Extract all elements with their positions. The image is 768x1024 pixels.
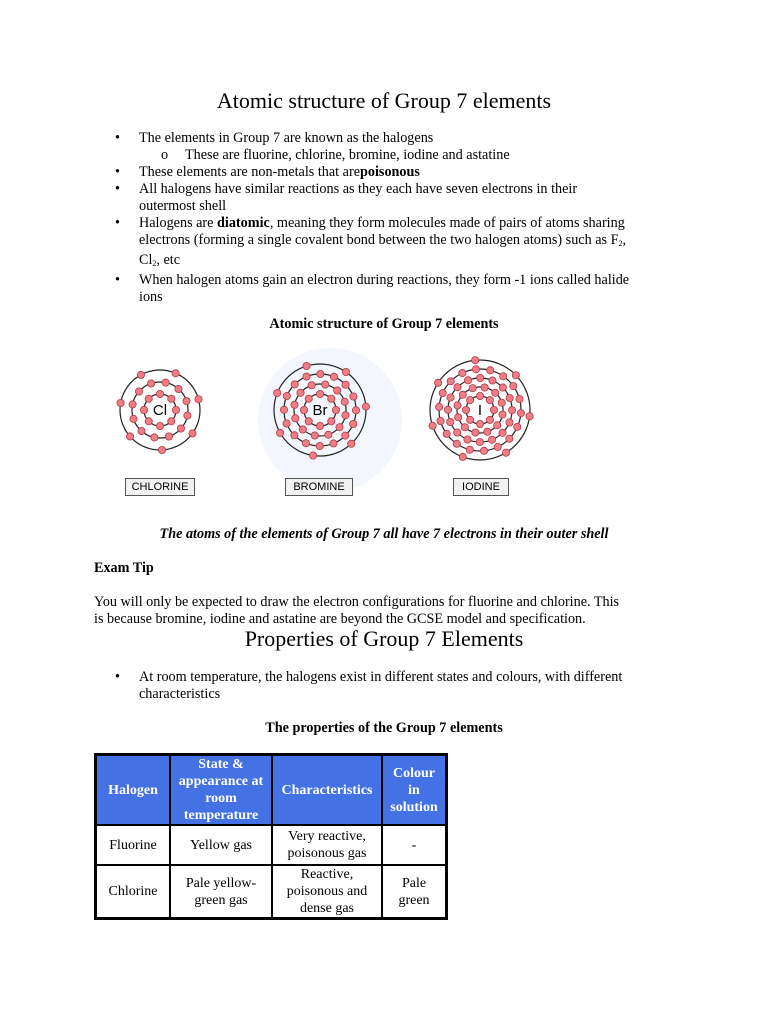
chlorine-electron — [117, 399, 124, 406]
iodine-electron — [512, 372, 519, 379]
iodine-electron — [461, 424, 468, 431]
bromine-electron — [350, 393, 357, 400]
chlorine-electron — [168, 395, 175, 402]
chlorine-electron — [135, 388, 142, 395]
bullet-text: When halogen atoms gain an electron during reactions, they form -1 ions called halide — [139, 272, 630, 288]
bromine-electron — [300, 406, 307, 413]
chlorine-electron — [177, 425, 184, 432]
chlorine-electron — [156, 390, 163, 397]
bromine-electron — [330, 440, 337, 447]
table-cell: Pale yellow-green gas — [170, 865, 272, 918]
iodine-electron — [480, 447, 487, 454]
chlorine-electron — [183, 398, 190, 405]
iodine-electron — [467, 416, 474, 423]
iodine-electron — [502, 449, 509, 456]
table-cell: Very reactive, poisonous gas — [272, 825, 382, 865]
bullet-text: outermost shell — [139, 198, 227, 214]
bullet-marker: • — [115, 272, 120, 288]
iodine-electron — [472, 429, 479, 436]
iodine-electron — [514, 423, 521, 430]
bullet-text: , etc — [156, 252, 181, 268]
bullet-text: All halogens have similar reactions as they each have seven electrons in their — [139, 181, 578, 197]
chlorine-electron — [148, 380, 155, 387]
chlorine-electron — [145, 418, 152, 425]
bullet-text: electrons (forming a single covalent bond between the two halogen atoms) such as F — [139, 232, 619, 248]
table-header-row — [96, 755, 446, 825]
bromine-symbol: Br — [312, 402, 328, 419]
bullet-text: Cl — [139, 252, 153, 268]
bromine-electron — [348, 440, 355, 447]
bullet-item — [115, 669, 699, 703]
bullet-item — [115, 164, 699, 181]
iodine-electron — [476, 420, 483, 427]
bromine-electron — [342, 432, 349, 439]
bromine-electron — [291, 401, 298, 408]
exam-tip-text — [94, 594, 694, 628]
iodine-electron — [464, 436, 471, 443]
sub-bullet-marker: o — [161, 147, 169, 163]
bromine-electron — [305, 418, 312, 425]
chlorine-electron — [195, 396, 202, 403]
bromine-electron — [328, 418, 335, 425]
table-cell: Reactive, poisonous and dense gas — [272, 865, 382, 918]
bromine-electron — [283, 392, 290, 399]
bullet-marker: • — [115, 669, 120, 685]
section-heading-atomic-structure: Atomic structure of Group 7 elements — [216, 88, 552, 113]
bromine-electron — [317, 370, 324, 377]
bromine-electron — [342, 368, 349, 375]
bromine-electron — [330, 373, 337, 380]
iodine-electron — [486, 416, 493, 423]
bromine-electron — [280, 406, 287, 413]
bromine-electron — [341, 398, 348, 405]
iodine-electron — [453, 440, 460, 447]
iodine-electron — [506, 419, 513, 426]
iodine-electron — [499, 411, 506, 418]
iodine-electron — [499, 429, 506, 436]
iodine-electron — [454, 384, 461, 391]
chlorine-electron — [130, 415, 137, 422]
figure-caption: The atoms of the elements of Group 7 all have 7 electrons in their outer shell — [159, 526, 609, 542]
iodine-electron — [486, 397, 493, 404]
iodine-electron — [516, 395, 523, 402]
bromine-electron — [303, 362, 310, 369]
bromine-electron — [350, 420, 357, 427]
iodine-electron — [437, 417, 444, 424]
iodine-electron — [477, 374, 484, 381]
table-cell: Yellow gas — [170, 825, 272, 865]
iodine-electron — [484, 428, 491, 435]
iodine-electron — [510, 383, 517, 390]
iodine-electron — [498, 399, 505, 406]
atom-label-bromine: BROMINE — [285, 478, 353, 496]
bullet-text: characteristics — [139, 686, 221, 702]
sub-bullet-text: These are fluorine, chlorine, bromine, iodine and astatine — [185, 147, 510, 163]
atom-label-chlorine: CHLORINE — [125, 478, 195, 496]
chlorine-electron — [189, 430, 196, 437]
bromine-electron — [292, 415, 299, 422]
section-heading-properties: Properties of Group 7 Elements — [244, 626, 524, 651]
chlorine-electron — [138, 427, 145, 434]
iodine-electron — [444, 406, 451, 413]
bromine-electron — [316, 390, 323, 397]
iodine-electron — [462, 406, 469, 413]
bromine-electron — [352, 407, 359, 414]
iodine-symbol: I — [477, 402, 483, 419]
bullet-text: ions — [139, 289, 163, 305]
table-cell: Chlorine — [96, 865, 170, 918]
iodine-electron — [435, 379, 442, 386]
bullet-bold-text: diatomic — [217, 215, 270, 231]
bromine-electron — [274, 390, 281, 397]
iodine-electron — [489, 377, 496, 384]
chlorine-electron — [129, 401, 136, 408]
intro-bullet-list — [115, 130, 699, 306]
iodine-electron — [487, 367, 494, 374]
bromine-electron — [310, 452, 317, 459]
table-cell: - — [382, 825, 446, 865]
bromine-electron — [322, 381, 329, 388]
bullet-item — [115, 130, 699, 147]
table-header-cell: State & appearance at room temperature — [170, 755, 272, 825]
bromine-electron — [308, 382, 315, 389]
iodine-electron — [494, 443, 501, 450]
chlorine-symbol: Cl — [152, 402, 168, 419]
bullet-text: At room temperature, the halogens exist in different states and colours, with different — [139, 669, 623, 685]
iodine-electron — [464, 377, 471, 384]
figure-title: Atomic structure of Group 7 elements — [269, 316, 499, 332]
table-header-cell: Colour in solution — [382, 755, 446, 825]
bullet-marker: • — [115, 181, 120, 197]
iodine-electron — [443, 430, 450, 437]
iodine-electron — [459, 453, 466, 460]
bromine-electron — [291, 381, 298, 388]
bromine-electron — [362, 403, 369, 410]
iodine-electron — [454, 429, 461, 436]
chlorine-electron — [184, 412, 191, 419]
chlorine-electron — [172, 370, 179, 377]
iodine-electron — [517, 410, 524, 417]
chlorine-electron — [151, 434, 158, 441]
bromine-electron — [342, 412, 349, 419]
iodine-electron — [459, 369, 466, 376]
iodine-electron — [455, 414, 462, 421]
iodine-electron — [459, 391, 466, 398]
bullet-text: , meaning they form molecules made of pairs of atoms sharing — [269, 215, 625, 231]
bullet-marker: • — [115, 130, 120, 146]
subscript: 2 — [618, 239, 623, 248]
chlorine-electron — [165, 433, 172, 440]
bullet-marker: • — [115, 215, 120, 231]
bromine-electron — [311, 432, 318, 439]
chlorine-electron — [175, 385, 182, 392]
iodine-electron — [429, 422, 436, 429]
sub-bullet-item — [139, 147, 699, 164]
iodine-electron — [500, 373, 507, 380]
bromine-electron — [325, 431, 332, 438]
bullet-bold-text: poisonous — [360, 164, 420, 180]
bromine-electron — [277, 429, 284, 436]
table-header-cell: Characteristics — [272, 755, 382, 825]
bromine-electron — [316, 422, 323, 429]
bromine-electron — [303, 373, 310, 380]
bromine-electron — [302, 440, 309, 447]
iodine-electron — [490, 406, 497, 413]
bromine-electron — [336, 424, 343, 431]
exam-tip-line: You will only be expected to draw the electron configurations for fluorine and chlorine. This — [94, 594, 620, 610]
iodine-electron — [494, 422, 501, 429]
iodine-electron — [454, 402, 461, 409]
iodine-electron — [472, 366, 479, 373]
iodine-electron — [476, 392, 483, 399]
iodine-electron — [481, 384, 488, 391]
bullet-item — [115, 272, 699, 306]
chlorine-electron — [145, 395, 152, 402]
bromine-electron — [291, 432, 298, 439]
chlorine-electron — [168, 418, 175, 425]
bromine-electron — [305, 395, 312, 402]
iodine-electron — [506, 394, 513, 401]
bromine-electron — [299, 426, 306, 433]
exam-tip-line: is because bromine, iodine and astatine are beyond the GCSE model and specification. — [94, 611, 586, 627]
chlorine-electron — [126, 433, 133, 440]
iodine-electron — [469, 385, 476, 392]
bullet-item — [115, 181, 699, 215]
iodine-electron — [492, 389, 499, 396]
bullet-text: , — [622, 232, 627, 248]
bromine-electron — [342, 381, 349, 388]
chlorine-electron — [140, 406, 147, 413]
bullet-text: The elements in Group 7 are known as the halogens — [139, 130, 434, 146]
iodine-electron — [472, 357, 479, 364]
bullet-marker: • — [115, 164, 120, 180]
bromine-electron — [283, 420, 290, 427]
table-row — [96, 865, 446, 918]
atom-label-iodine: IODINE — [453, 478, 509, 496]
iodine-electron — [508, 407, 515, 414]
bromine-electron — [332, 406, 339, 413]
iodine-electron — [488, 436, 495, 443]
chlorine-electron — [137, 371, 144, 378]
table-cell: Fluorine — [96, 825, 170, 865]
iodine-electron — [436, 403, 443, 410]
iodine-electron — [466, 446, 473, 453]
chlorine-electron — [158, 446, 165, 453]
table-header-cell: Halogen — [96, 755, 170, 825]
table-cell: Pale green — [382, 865, 446, 918]
bullet-text: These elements are non-metals that are — [139, 164, 360, 180]
iodine-electron — [447, 378, 454, 385]
properties-table — [94, 753, 448, 920]
iodine-electron — [526, 413, 533, 420]
iodine-electron — [499, 384, 506, 391]
iodine-electron — [447, 418, 454, 425]
bullet-text: Halogens are — [139, 215, 217, 231]
bromine-electron — [334, 387, 341, 394]
exam-tip-heading: Exam Tip — [94, 560, 154, 576]
chlorine-electron — [162, 379, 169, 386]
table-row — [96, 825, 446, 865]
properties-bullet-list — [115, 669, 699, 703]
iodine-electron — [467, 397, 474, 404]
bromine-electron — [316, 442, 323, 449]
bromine-electron — [328, 395, 335, 402]
iodine-electron — [476, 438, 483, 445]
subscript: 2 — [152, 259, 157, 268]
iodine-electron — [439, 390, 446, 397]
bromine-electron — [297, 389, 304, 396]
bullet-item — [115, 215, 699, 272]
table-title: The properties of the Group 7 elements — [265, 720, 503, 736]
chlorine-electron — [172, 406, 179, 413]
chlorine-electron — [156, 422, 163, 429]
iodine-electron — [447, 394, 454, 401]
iodine-electron — [506, 435, 513, 442]
